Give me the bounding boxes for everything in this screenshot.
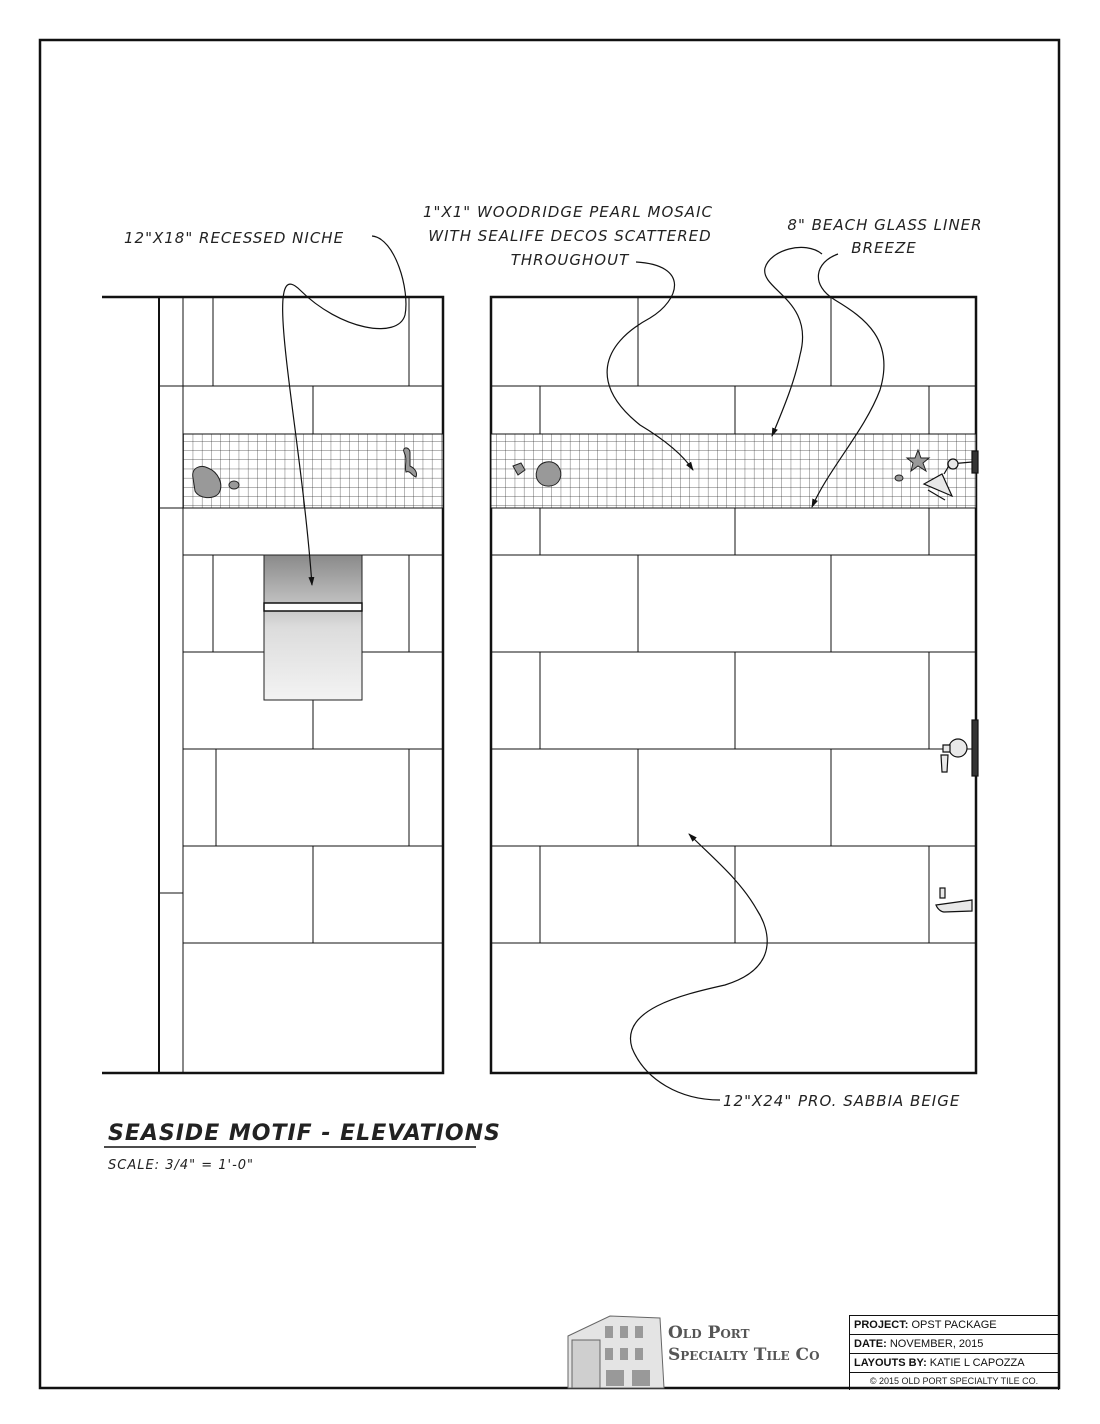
niche-callout: 12"X18" RECESSED NICHE xyxy=(124,229,345,247)
logo-line2: Specialty Tile Co xyxy=(668,1345,820,1365)
right-elevation xyxy=(491,297,976,1073)
niche-leader xyxy=(283,236,406,585)
date-row xyxy=(850,1334,1059,1353)
liner-callout-line2: BREEZE xyxy=(851,239,917,257)
callout-labels xyxy=(124,203,983,1110)
drawing-scale: SCALE: 3/4" = 1'-0" xyxy=(108,1158,255,1173)
liner-leader-1 xyxy=(765,247,822,436)
date-label: DATE: xyxy=(854,1338,887,1350)
field-tile-leader xyxy=(630,834,767,1100)
recessed-niche xyxy=(264,555,362,700)
project-row xyxy=(850,1316,1059,1335)
field-tile-callout: 12"X24" PRO. SABBIA BEIGE xyxy=(723,1092,961,1110)
drawing-title: SEASIDE MOTIF - ELEVATIONS xyxy=(108,1121,501,1146)
mosaic-band-right xyxy=(491,434,976,508)
mosaic-callout-line2: WITH SEALIFE DECOS SCATTERED xyxy=(428,227,712,245)
mosaic-band-left xyxy=(183,434,443,508)
project-label: PROJECT: xyxy=(854,1319,909,1331)
mosaic-callout-line1: 1"X1" WOODRIDGE PEARL MOSAIC xyxy=(423,203,713,221)
company-logo-building xyxy=(568,1316,664,1388)
shower-valve xyxy=(941,720,978,776)
date-value: NOVEMBER, 2015 xyxy=(889,1338,984,1350)
company-logo-text xyxy=(668,1322,848,1366)
tub-spout xyxy=(936,888,972,912)
layouts-row xyxy=(850,1353,1059,1372)
layouts-label: LAYOUTS BY: xyxy=(854,1357,927,1369)
leader-lines xyxy=(283,236,884,1100)
liner-callout-line1: 8" BEACH GLASS LINER xyxy=(787,216,983,234)
mosaic-callout-line3: THROUGHOUT xyxy=(510,251,630,269)
project-value: OPST PACKAGE xyxy=(911,1319,997,1331)
logo-line1: Old Port xyxy=(668,1323,750,1343)
layouts-value: KATIE L CAPOZZA xyxy=(929,1357,1025,1369)
copyright-notice: © 2015 OLD PORT SPECIALTY TILE CO. xyxy=(849,1372,1059,1388)
